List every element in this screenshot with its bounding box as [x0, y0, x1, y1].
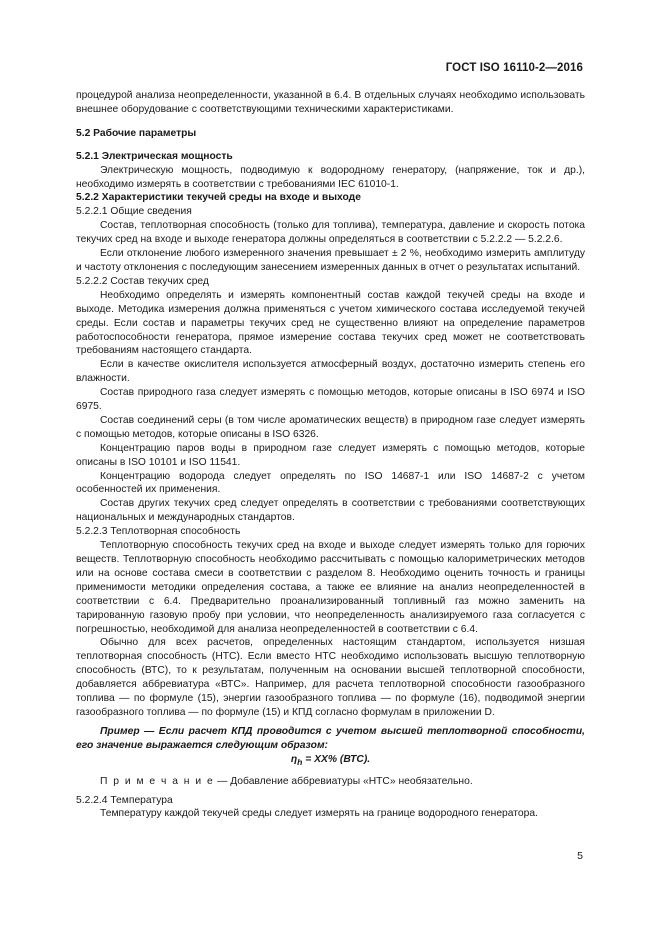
subsection-heading: 5.2.1 Электрическая мощность [76, 150, 233, 162]
paragraph: Необходимо определять и измерять компонентный состав каждой текучей среды на входе и выходе. Методика измерения должна применяться с учетом химического состава исследуемой текучей среды. Если состав и параметры текучих сред не существенно влияют на определение параметров работоспособности генератора, прямое измерение состава текучих сред может не соответствовать требованиям настоящего стандарта. [76, 289, 585, 357]
note-text: — Добавление аббревиатуры «НТС» необязательно. [214, 775, 473, 787]
formula-symbol: η [290, 753, 298, 765]
note [76, 775, 585, 789]
document-body [76, 89, 585, 821]
section-heading: 5.2 Рабочие параметры [76, 127, 197, 139]
paragraph: Электрическую мощность, подводимую к водородному генератору, (напряжение, ток и др.), необходимо измерять в соответствии с требованиями IEC 61010-1. [76, 164, 585, 190]
formula-value: = XX% (ВТС). [302, 753, 371, 765]
paragraph: Концентрацию паров воды в природном газе следует измерять с помощью методов, которые описаны в ISO 10101 и ISO 11541. [76, 442, 585, 468]
clause-heading: 5.2.2.2 Состав текучих сред [76, 275, 209, 287]
note-label: П р и м е ч а н и е [100, 775, 215, 787]
document-header: ГОСТ ISO 16110-2—2016 [445, 62, 583, 74]
formula-subscript: h [297, 756, 303, 767]
clause-heading: 5.2.2.3 Теплотворная способность [76, 526, 241, 538]
paragraph: Концентрацию водорода следует определять по ISO 14687-1 или ISO 14687-2 с учетом особенностей их применения. [76, 470, 585, 496]
paragraph: Состав соединений серы (в том числе ароматических веществ) в природном газе следует измерять с помощью методов, которые описаны в ISO 6326. [76, 414, 585, 440]
clause-heading: 5.2.2.4 Температура [76, 794, 173, 806]
paragraph: Если в качестве окислителя используется атмосферный воздух, достаточно измерить степень его влажности. [76, 359, 585, 385]
paragraph: Температуру каждой текучей среды следует измерять на границе водородного генератора. [100, 808, 538, 820]
paragraph: Состав других текучих сред следует определять в соответствии с требованиями соответствующих национальных и международных стандартов. [76, 498, 585, 524]
subsection-heading: 5.2.2 Характеристики текучей среды на входе и выходе [76, 192, 361, 204]
example-text: Пример — Если расчет КПД проводится с учетом высшей теплотворной способности, его значение выражается следующим образом: [76, 725, 585, 751]
paragraph: Состав природного газа следует измерять с помощью методов, которые описаны в ISO 6974 и ISO 6975. [76, 387, 585, 413]
page-number: 5 [577, 850, 583, 862]
formula [76, 753, 585, 770]
paragraph: Состав, теплотворная способность (только для топлива), температура, давление и скорость потока текучих сред на входе и выходе генератора должны определяться в соответствии с 5.2.2.2 — 5.2.2.6. [76, 220, 585, 246]
paragraph: Обычно для всех расчетов, определенных настоящим стандартом, используется низшая теплотворная способность (НТС). Если вместо НТС необходимо использовать высшую теплотворную способность (ВТС), то к результатам, полученным на основании высшей теплотворной способности, добавляется аббревиатура «ВТС». Например, для расчета теплотворной способности газообразного топлива — по формуле (15), энергии газообразного топлива — по формуле (16), подводимой энергии газообразного топлива — по формуле (15) и КПД согласно формулам в приложении D. [76, 637, 585, 718]
paragraph: процедурой анализа неопределенности, указанной в 6.4. В отдельных случаях необходимо использовать внешнее оборудование с соответствующими техническими характеристиками. [76, 90, 585, 115]
paragraph: Теплотворную способность текучих сред на входе и выходе следует измерять только для горючих веществ. Теплотворную способность необходимо рассчитывать с помощью калориметрических методов или на основе состава смеси в соответствии с разделом 8. Необходимо оценить точность и границы применимости методики определения состава, а также ее влияние на анализ неопределенностей в соответствии с 6.4. Предварительно проанализированный топливный газ можно заменить на тарированную газовую пробу при условии, что неопределенность анализируемого газа согласуется с погрешностью, необходимой для анализа неопределенностей в соответствии с 6.4. [76, 540, 585, 635]
clause-heading: 5.2.2.1 Общие сведения [76, 206, 192, 218]
paragraph: Если отклонение любого измеренного значения превышает ± 2 %, необходимо измерить амплитуду и частоту отклонения с последующим занесением измеренных данных в отчет о результатах испытаний. [76, 248, 585, 273]
